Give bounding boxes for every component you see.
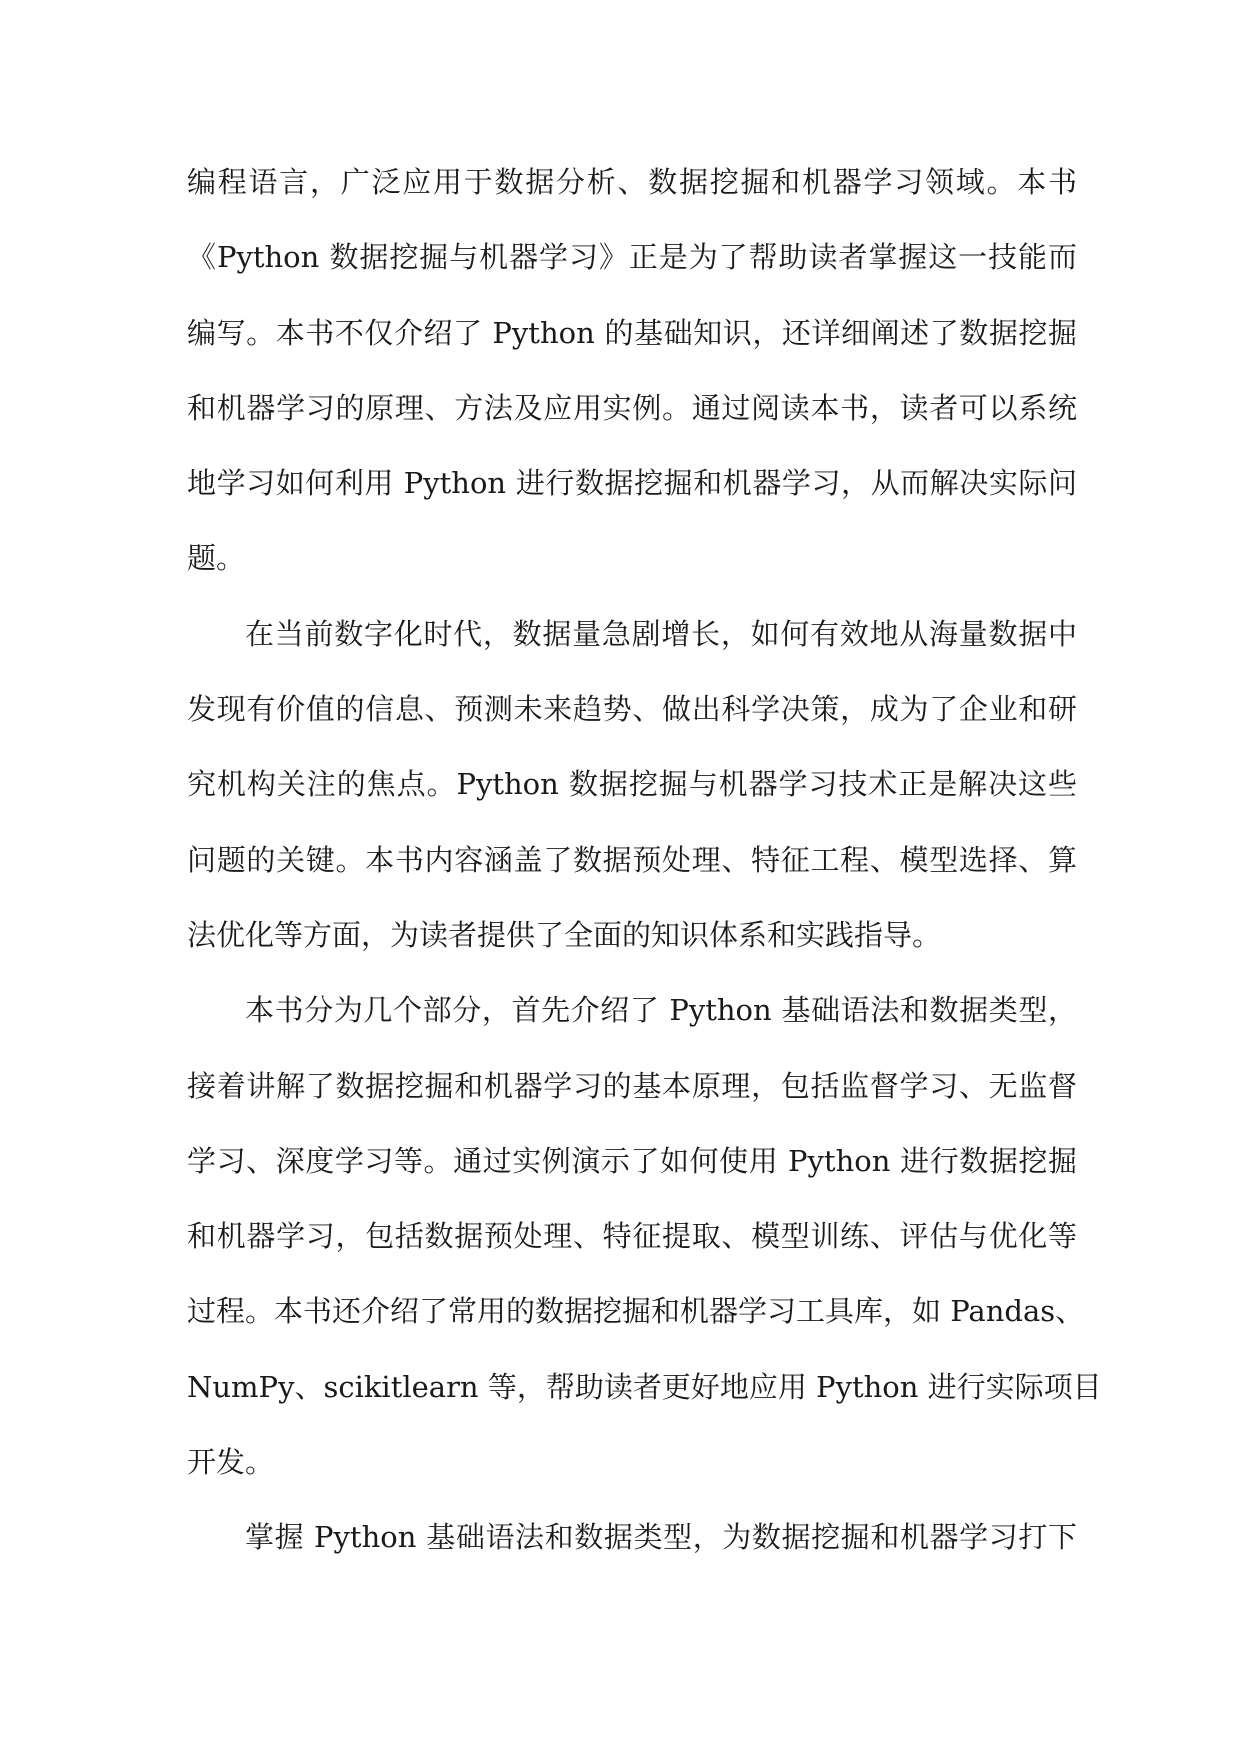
text-line: 接着讲解了数据挖掘和机器学习的基本原理，包括监督学习、无监督 (187, 1068, 1077, 1103)
text-line: 编程语言，广泛应用于数据分析、数据挖掘和机器学习领域。本书 (187, 165, 1077, 199)
text-line: 地学习如何利用 Python 进行数据挖掘和机器学习，从而解决实际问 (187, 466, 1077, 501)
text-line: 在当前数字化时代，数据量急剧增长，如何有效地从海量数据中 (245, 616, 1077, 651)
text-line: 和机器学习，包括数据预处理、特征提取、模型训练、评估与优化等 (187, 1219, 1077, 1254)
text-line: 《Python 数据挖掘与机器学习》正是为了帮助读者掌握这一技能而 (187, 240, 1077, 275)
text-line: 学习、深度学习等。通过实例演示了如何使用 Python 进行数据挖掘 (187, 1143, 1077, 1178)
text-line: 编写。本书不仅介绍了 Python 的基础知识，还详细阐述了数据挖掘 (187, 315, 1077, 350)
text-line: 法优化等方面，为读者提供了全面的知识体系和实践指导。 (187, 917, 942, 952)
text-line: NumPy、scikitlearn 等，帮助读者更好地应用 Python 进行实际项目 (187, 1369, 1102, 1404)
text-line: 本书分为几个部分，首先介绍了 Python 基础语法和数据类型， (245, 993, 1077, 1028)
text-line: 和机器学习的原理、方法及应用实例。通过阅读本书，读者可以系统 (187, 390, 1077, 425)
text-line: 过程。本书还介绍了常用的数据挖掘和机器学习工具库，如 Pandas、 (187, 1294, 1085, 1329)
text-line: 题。 (187, 541, 246, 576)
text-line: 掌握 Python 基础语法和数据类型，为数据挖掘和机器学习打下 (245, 1520, 1077, 1555)
text-line: 开发。 (187, 1445, 275, 1480)
paragraph (187, 145, 1077, 597)
body-text (187, 145, 1102, 1576)
text-line: 发现有价值的信息、预测未来趋势、做出科学决策，成为了企业和研 (187, 692, 1077, 727)
paragraph (187, 597, 1077, 973)
text-line: 问题的关键。本书内容涵盖了数据预处理、特征工程、模型选择、算 (187, 842, 1077, 877)
text-line: 究机构关注的焦点。Python 数据挖掘与机器学习技术正是解决这些 (187, 767, 1077, 802)
paragraph (187, 1500, 1077, 1575)
paragraph (187, 973, 1102, 1500)
